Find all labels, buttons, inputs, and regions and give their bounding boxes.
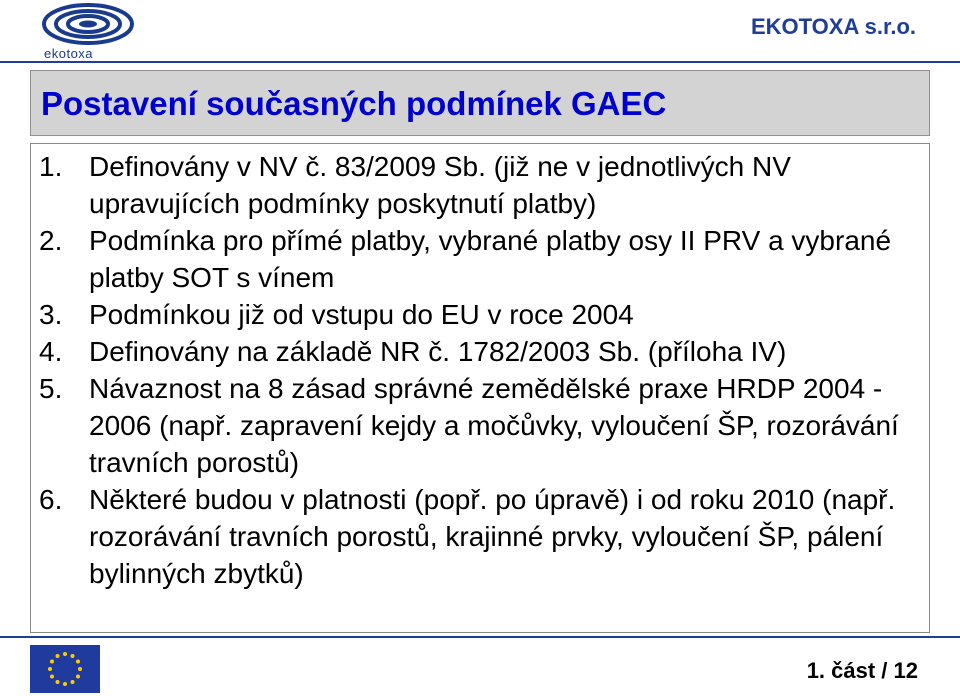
eu-star-icon: [76, 660, 80, 664]
list-item-number: 2.: [39, 225, 63, 256]
eu-star-icon: [50, 675, 54, 679]
list-item-text: Definovány v NV č. 83/2009 Sb. (již ne v jednotlivých NV upravujících podmínky poskytnutí platby): [89, 151, 791, 219]
footer-divider: [0, 636, 960, 638]
list-item: [39, 481, 919, 592]
list-item-number: 1.: [39, 151, 63, 182]
list-item-text: Podmínka pro přímé platby, vybrané platby osy II PRV a vybrané platby SOT s vínem: [89, 225, 892, 293]
eu-star-icon: [71, 654, 75, 658]
list-item: [39, 370, 919, 481]
list-item: [39, 333, 919, 370]
eu-star-icon: [48, 667, 52, 671]
content-box: [30, 143, 930, 633]
eu-star-icon: [63, 682, 67, 686]
list-item-text: Návaznost na 8 zásad správné zemědělské praxe HRDP 2004 - 2006 (např. zapravení kejdy a močůvky, vyloučení ŠP, rozorávání travních porostů): [89, 373, 899, 478]
eu-star-icon: [56, 654, 60, 658]
slide-title: Postavení současných podmínek GAEC: [41, 85, 667, 122]
eu-star-icon: [50, 660, 54, 664]
list-item: [39, 296, 919, 333]
title-box: [30, 70, 930, 136]
list-item-number: 5.: [39, 373, 63, 404]
list-item-text: Definovány na základě NR č. 1782/2003 Sb. (příloha IV): [89, 336, 787, 367]
eu-flag-icon: [30, 645, 100, 693]
eu-star-icon: [63, 652, 67, 656]
eu-star-icon: [71, 680, 75, 684]
list-item-number: 3.: [39, 299, 63, 330]
header-divider: [0, 61, 960, 63]
eu-star-icon: [76, 675, 80, 679]
list-item: [39, 222, 919, 296]
company-name: EKOTOXA s.r.o.: [750, 14, 916, 39]
page-indicator: 1. část / 12: [806, 658, 918, 683]
eu-star-icon: [78, 667, 82, 671]
list-item-text: Některé budou v platnosti (popř. po úpravě) i od roku 2010 (např. rozorávání travních porostů, krajinné prvky, vyloučení ŠP, pálení bylinných zbytků): [89, 484, 896, 589]
numbered-list: [39, 148, 919, 592]
list-item-text: Podmínkou již od vstupu do EU v roce 2004: [89, 299, 634, 330]
list-item-number: 6.: [39, 484, 63, 515]
list-item-number: 4.: [39, 336, 63, 367]
eu-star-icon: [56, 680, 60, 684]
logo-text: ekotoxa: [44, 46, 94, 61]
list-item: [39, 148, 919, 222]
